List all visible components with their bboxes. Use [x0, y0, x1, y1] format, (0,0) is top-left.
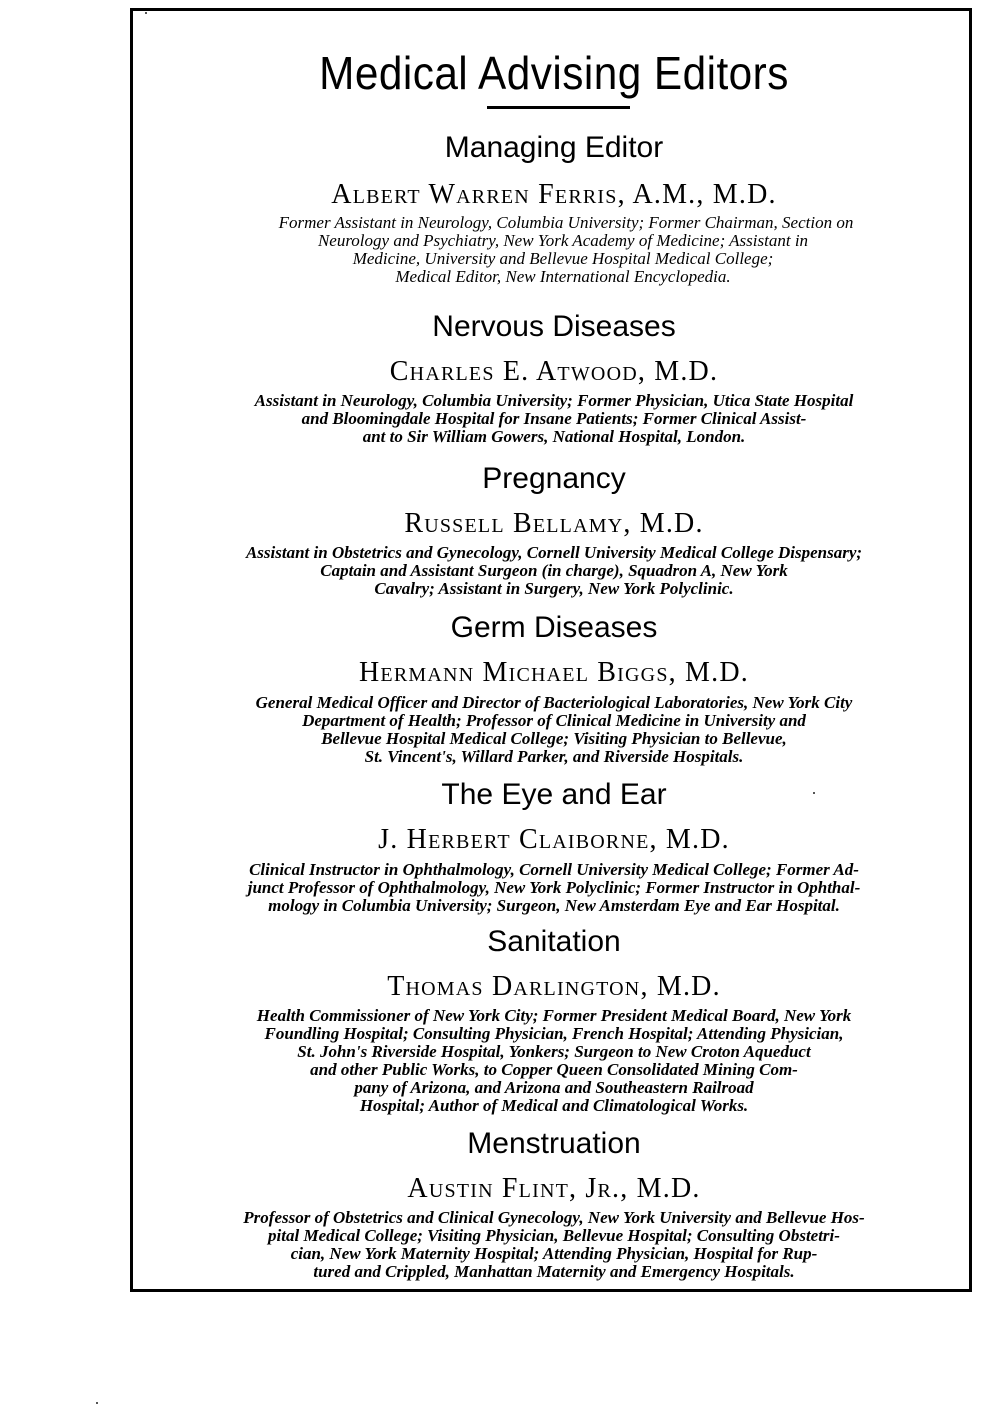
credential-line: Department of Health; Professor of Clinical Medicine in University and	[302, 711, 806, 730]
editor-name-darlington: Thomas Darlington, M.D.	[387, 971, 721, 1002]
scan-speck	[96, 1402, 98, 1404]
section-heading-pregnancy: Pregnancy	[482, 462, 626, 495]
editor-credentials-ferris	[133, 214, 975, 286]
section-heading-menstruation: Menstruation	[467, 1127, 641, 1160]
credential-line: mology in Columbia University; Surgeon, New Amsterdam Eye and Ear Hospital.	[268, 896, 840, 915]
page-title: Medical Advising Editors	[319, 47, 789, 99]
section-heading-managing-editor: Managing Editor	[444, 131, 664, 164]
editor-credentials-claiborne	[133, 861, 975, 915]
credential-line: Captain and Assistant Surgeon (in charge), Squadron A, New York	[320, 561, 788, 580]
credential-line: St. Vincent's, Willard Parker, and Riverside Hospitals.	[364, 747, 744, 766]
credential-line: junct Professor of Ophthalmology, New York Polyclinic; Former Instructor in Ophthal-	[247, 878, 861, 897]
editor-name-flint: Austin Flint, Jr., M.D.	[407, 1173, 701, 1204]
credential-line: Former Assistant in Neurology, Columbia University; Former Chairman, Section on	[278, 213, 854, 232]
scan-speck	[145, 12, 147, 14]
credential-line: Hospital; Author of Medical and Climatological Works.	[359, 1096, 749, 1115]
credential-line: cian, New York Maternity Hospital; Attending Physician, Hospital for Rup-	[290, 1244, 818, 1263]
credential-line: pany of Arizona, and Arizona and Southeastern Railroad	[354, 1078, 754, 1097]
editor-name-claiborne: J. Herbert Claiborne, M.D.	[378, 824, 730, 855]
section-heading-eye-and-ear: The Eye and Ear	[441, 778, 667, 811]
credential-line: Professor of Obstetrics and Clinical Gynecology, New York University and Bellevue Hos-	[243, 1208, 865, 1227]
page-frame	[130, 8, 972, 1292]
editor-credentials-bellamy	[133, 544, 975, 598]
credential-line: tured and Crippled, Manhattan Maternity and Emergency Hospitals.	[313, 1262, 795, 1281]
title-divider	[487, 106, 630, 109]
credential-line: Foundling Hospital; Consulting Physician, French Hospital; Attending Physician,	[264, 1024, 844, 1043]
editor-name-bellamy: Russell Bellamy, M.D.	[404, 508, 704, 539]
credential-line: and other Public Works, to Copper Queen Consolidated Mining Com-	[310, 1060, 798, 1079]
editor-credentials-atwood	[133, 392, 975, 446]
credential-line: Medical Editor, New International Encyclopedia.	[395, 267, 731, 286]
editor-name-ferris: Albert Warren Ferris, A.M., M.D.	[331, 179, 777, 210]
editor-name-atwood: Charles E. Atwood, M.D.	[389, 356, 719, 387]
editor-credentials-biggs	[133, 694, 975, 766]
editor-name-biggs: Hermann Michael Biggs, M.D.	[359, 657, 749, 688]
credential-line: pital Medical College; Visiting Physician, Bellevue Hospital; Consulting Obstetri-	[268, 1226, 840, 1245]
credential-line: ant to Sir William Gowers, National Hospital, London.	[362, 427, 746, 446]
credential-line: Assistant in Obstetrics and Gynecology, Cornell University Medical College Dispensary;	[245, 543, 863, 562]
credential-line: Medicine, University and Bellevue Hospital Medical College;	[352, 249, 774, 268]
section-heading-sanitation: Sanitation	[487, 925, 621, 958]
credential-line: General Medical Officer and Director of Bacteriological Laboratories, New York City	[255, 693, 853, 712]
credential-line: Cavalry; Assistant in Surgery, New York Polyclinic.	[374, 579, 734, 598]
credential-line: Assistant in Neurology, Columbia University; Former Physician, Utica State Hospital	[254, 391, 854, 410]
credential-line: Health Commissioner of New York City; Former President Medical Board, New York	[256, 1006, 852, 1025]
section-heading-nervous-diseases: Nervous Diseases	[432, 310, 676, 343]
editor-credentials-flint	[133, 1209, 975, 1281]
scan-speck	[813, 792, 815, 794]
section-heading-germ-diseases: Germ Diseases	[450, 611, 658, 644]
credential-line: Neurology and Psychiatry, New York Academy of Medicine; Assistant in	[317, 231, 809, 250]
credential-line: Bellevue Hospital Medical College; Visiting Physician to Bellevue,	[321, 729, 787, 748]
credential-line: and Bloomingdale Hospital for Insane Patients; Former Clinical Assist-	[301, 409, 807, 428]
credential-line: St. John's Riverside Hospital, Yonkers; Surgeon to New Croton Aqueduct	[297, 1042, 811, 1061]
editor-credentials-darlington	[133, 1007, 975, 1115]
credential-line: Clinical Instructor in Ophthalmology, Cornell University Medical College; Former Ad-	[249, 860, 859, 879]
